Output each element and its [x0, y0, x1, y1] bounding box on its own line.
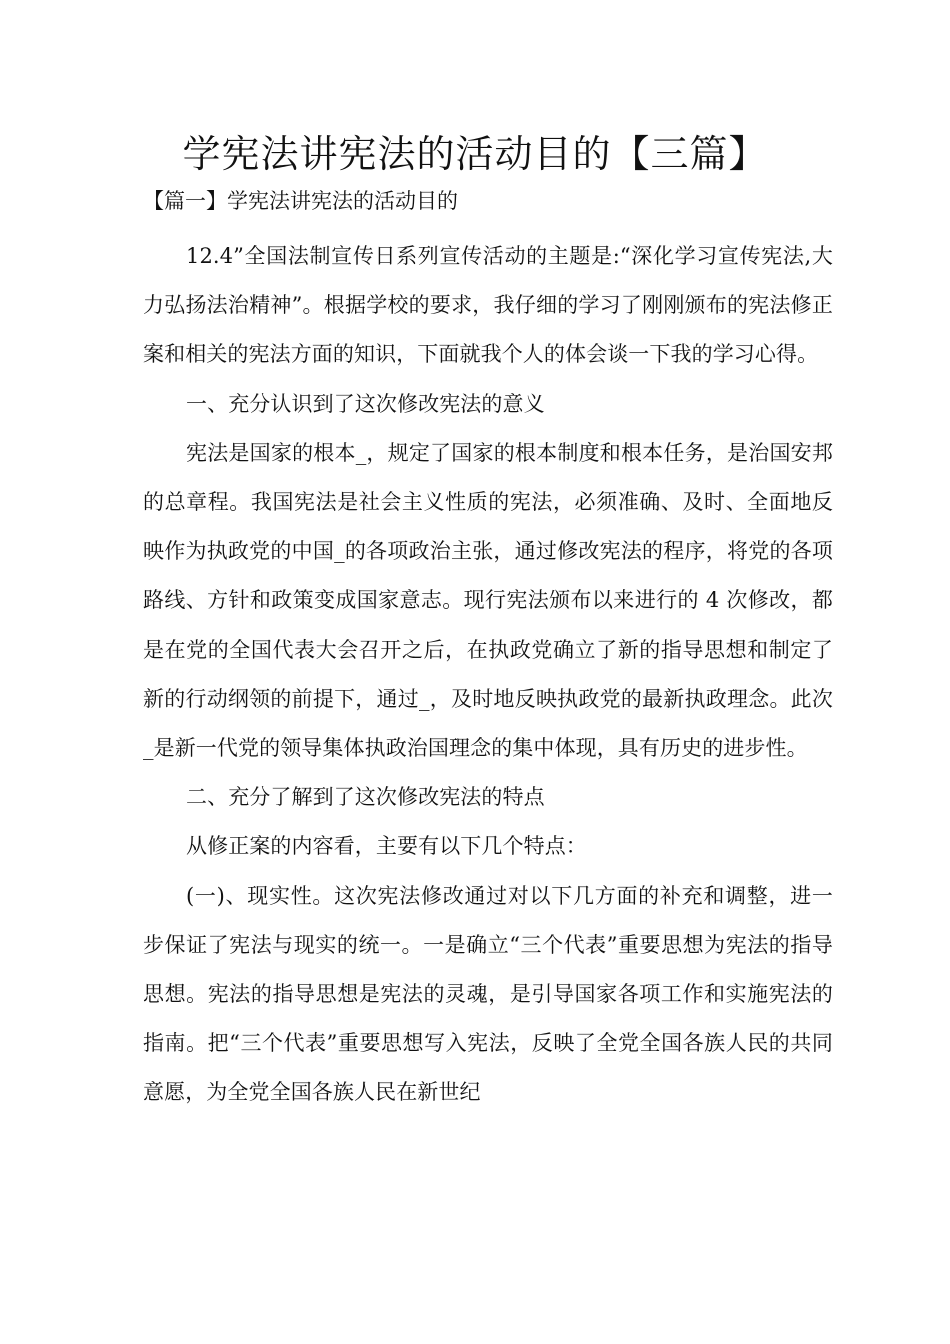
paragraph-reality: (一)、现实性。这次宪法修改通过对以下几方面的补充和调整，进一步保证了宪法与现实的统一。一是确立“三个代表”重要思想为宪法的指导思想。宪法的指导思想是宪法的灵魂，是引导国家各项工作和实施宪法的指南。把“三个代表”重要思想写入宪法，反映了全党全国各族人民的共同意愿，为全党全国各族人民在新世纪 [143, 883, 833, 1105]
document-body [143, 232, 833, 1118]
paragraph-heading-one: 一、充分认识到了这次修改宪法的意义 [186, 391, 545, 416]
paragraph-intro: 12.4”全国法制宣传日系列宣传活动的主题是:“深化学习宣传宪法,大力弘扬法治精神”。根据学校的要求，我仔细的学习了刚刚颁布的宪法修正案和相关的宪法方面的知识，下面就我个人的体会谈一下我的学习心得。 [143, 244, 833, 367]
section-heading: 【篇一】学宪法讲宪法的活动目的 [143, 189, 458, 213]
paragraph-heading-two: 二、充分了解到了这次修改宪法的特点 [186, 785, 545, 810]
paragraph-features-intro: 从修正案的内容看，主要有以下几个特点： [186, 834, 587, 859]
paragraph-significance: 宪法是国家的根本_，规定了国家的根本制度和根本任务，是治国安邦的总章程。我国宪法是社会主义性质的宪法，必须准确、及时、全面地反映作为执政党的中国_的各项政治主张，通过修改宪法的程序，将党的各项路线、方针和政策变成国家意志。现行宪法颁布以来进行的 4 次修改，都是在党的全国代表大会召开之后，在执政党确立了新的指导思想和制定了新的行动纲领的前提下，通过_，及时地反映执政党的最新执政理念。此次_是新一代党的领导集体执政治国理念的集中体现，具有历史的进步性。 [143, 440, 833, 761]
document-title: 学宪法讲宪法的活动目的【三篇】 [182, 132, 768, 176]
